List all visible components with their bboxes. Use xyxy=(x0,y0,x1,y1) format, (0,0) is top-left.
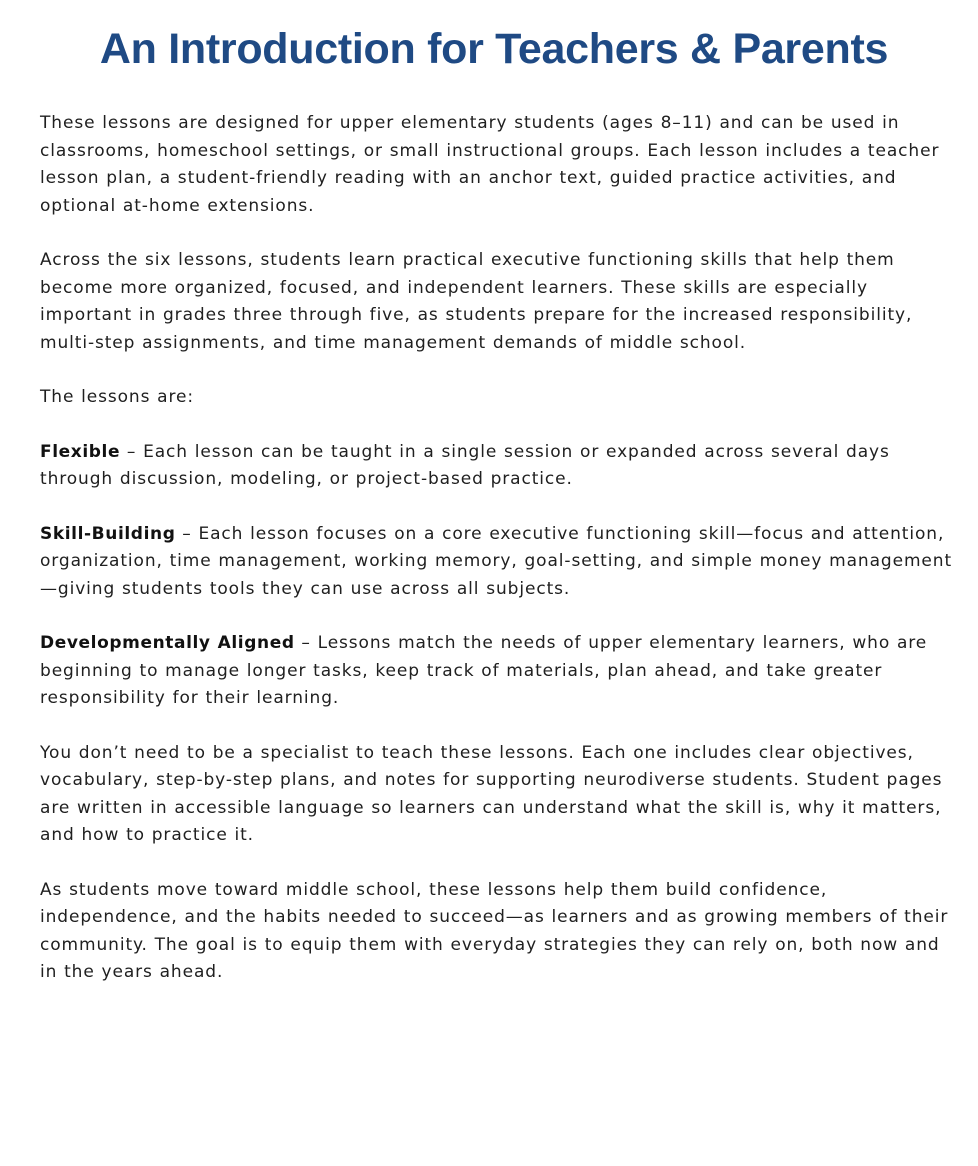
closing-paragraph: As students move toward middle school, these lessons help them build confidence, independence, and the habits needed to succeed—as learners and as growing members of their community. The goal is to equip them with everyday strategies they can rely on, both now and in the years ahead. xyxy=(40,879,949,982)
feature-term-developmentally-aligned: Developmentally Aligned xyxy=(40,633,295,653)
feature-developmentally-aligned xyxy=(40,630,955,713)
specialist-paragraph: You don’t need to be a specialist to teach these lessons. Each one includes clear objectives, vocabulary, step-by-step plans, and notes for supporting neurodiverse students. Student pages are written in accessible language so learners can understand what the skill is, why it matters, and how to practice it. xyxy=(40,742,943,845)
lessons-lead-in: The lessons are: xyxy=(40,387,194,407)
feature-text-skill-building: – Each lesson focuses on a core executive functioning skill—focus and attention, organization, time management, working memory, goal-setting, and simple money management—giving students tools they can use across all subjects. xyxy=(40,523,953,599)
skills-paragraph: Across the six lessons, students learn practical executive functioning skills that help them become more organized, focused, and independent learners. These skills are especially important in grades three through five, as students prepare for the increased responsibility, multi-step assignments, and time management demands of middle school. xyxy=(40,250,913,353)
feature-skill-building xyxy=(40,521,955,604)
feature-term-flexible: Flexible xyxy=(40,441,121,462)
feature-term-skill-building: Skill-Building xyxy=(40,523,176,544)
intro-paragraph: These lessons are designed for upper elementary students (ages 8–11) and can be used in classrooms, homeschool settings, or small instructional groups. Each lesson includes a teacher lesson plan, a student-friendly reading with an anchor text, guided practice activities, and optional at-home extensions. xyxy=(40,113,940,216)
page-title: An Introduction for Teachers & Parents xyxy=(99,25,889,73)
feature-text-developmentally-aligned: – Lessons match the needs of upper elementary learners, who are beginning to manage longer tasks, keep track of materials, plan ahead, and take greater responsibility for their learning. xyxy=(40,633,928,708)
feature-flexible xyxy=(40,439,955,494)
document-body xyxy=(40,110,955,1014)
feature-text-flexible: – Each lesson can be taught in a single session or expanded across several days through discussion, modeling, or project-based practice. xyxy=(40,441,890,489)
